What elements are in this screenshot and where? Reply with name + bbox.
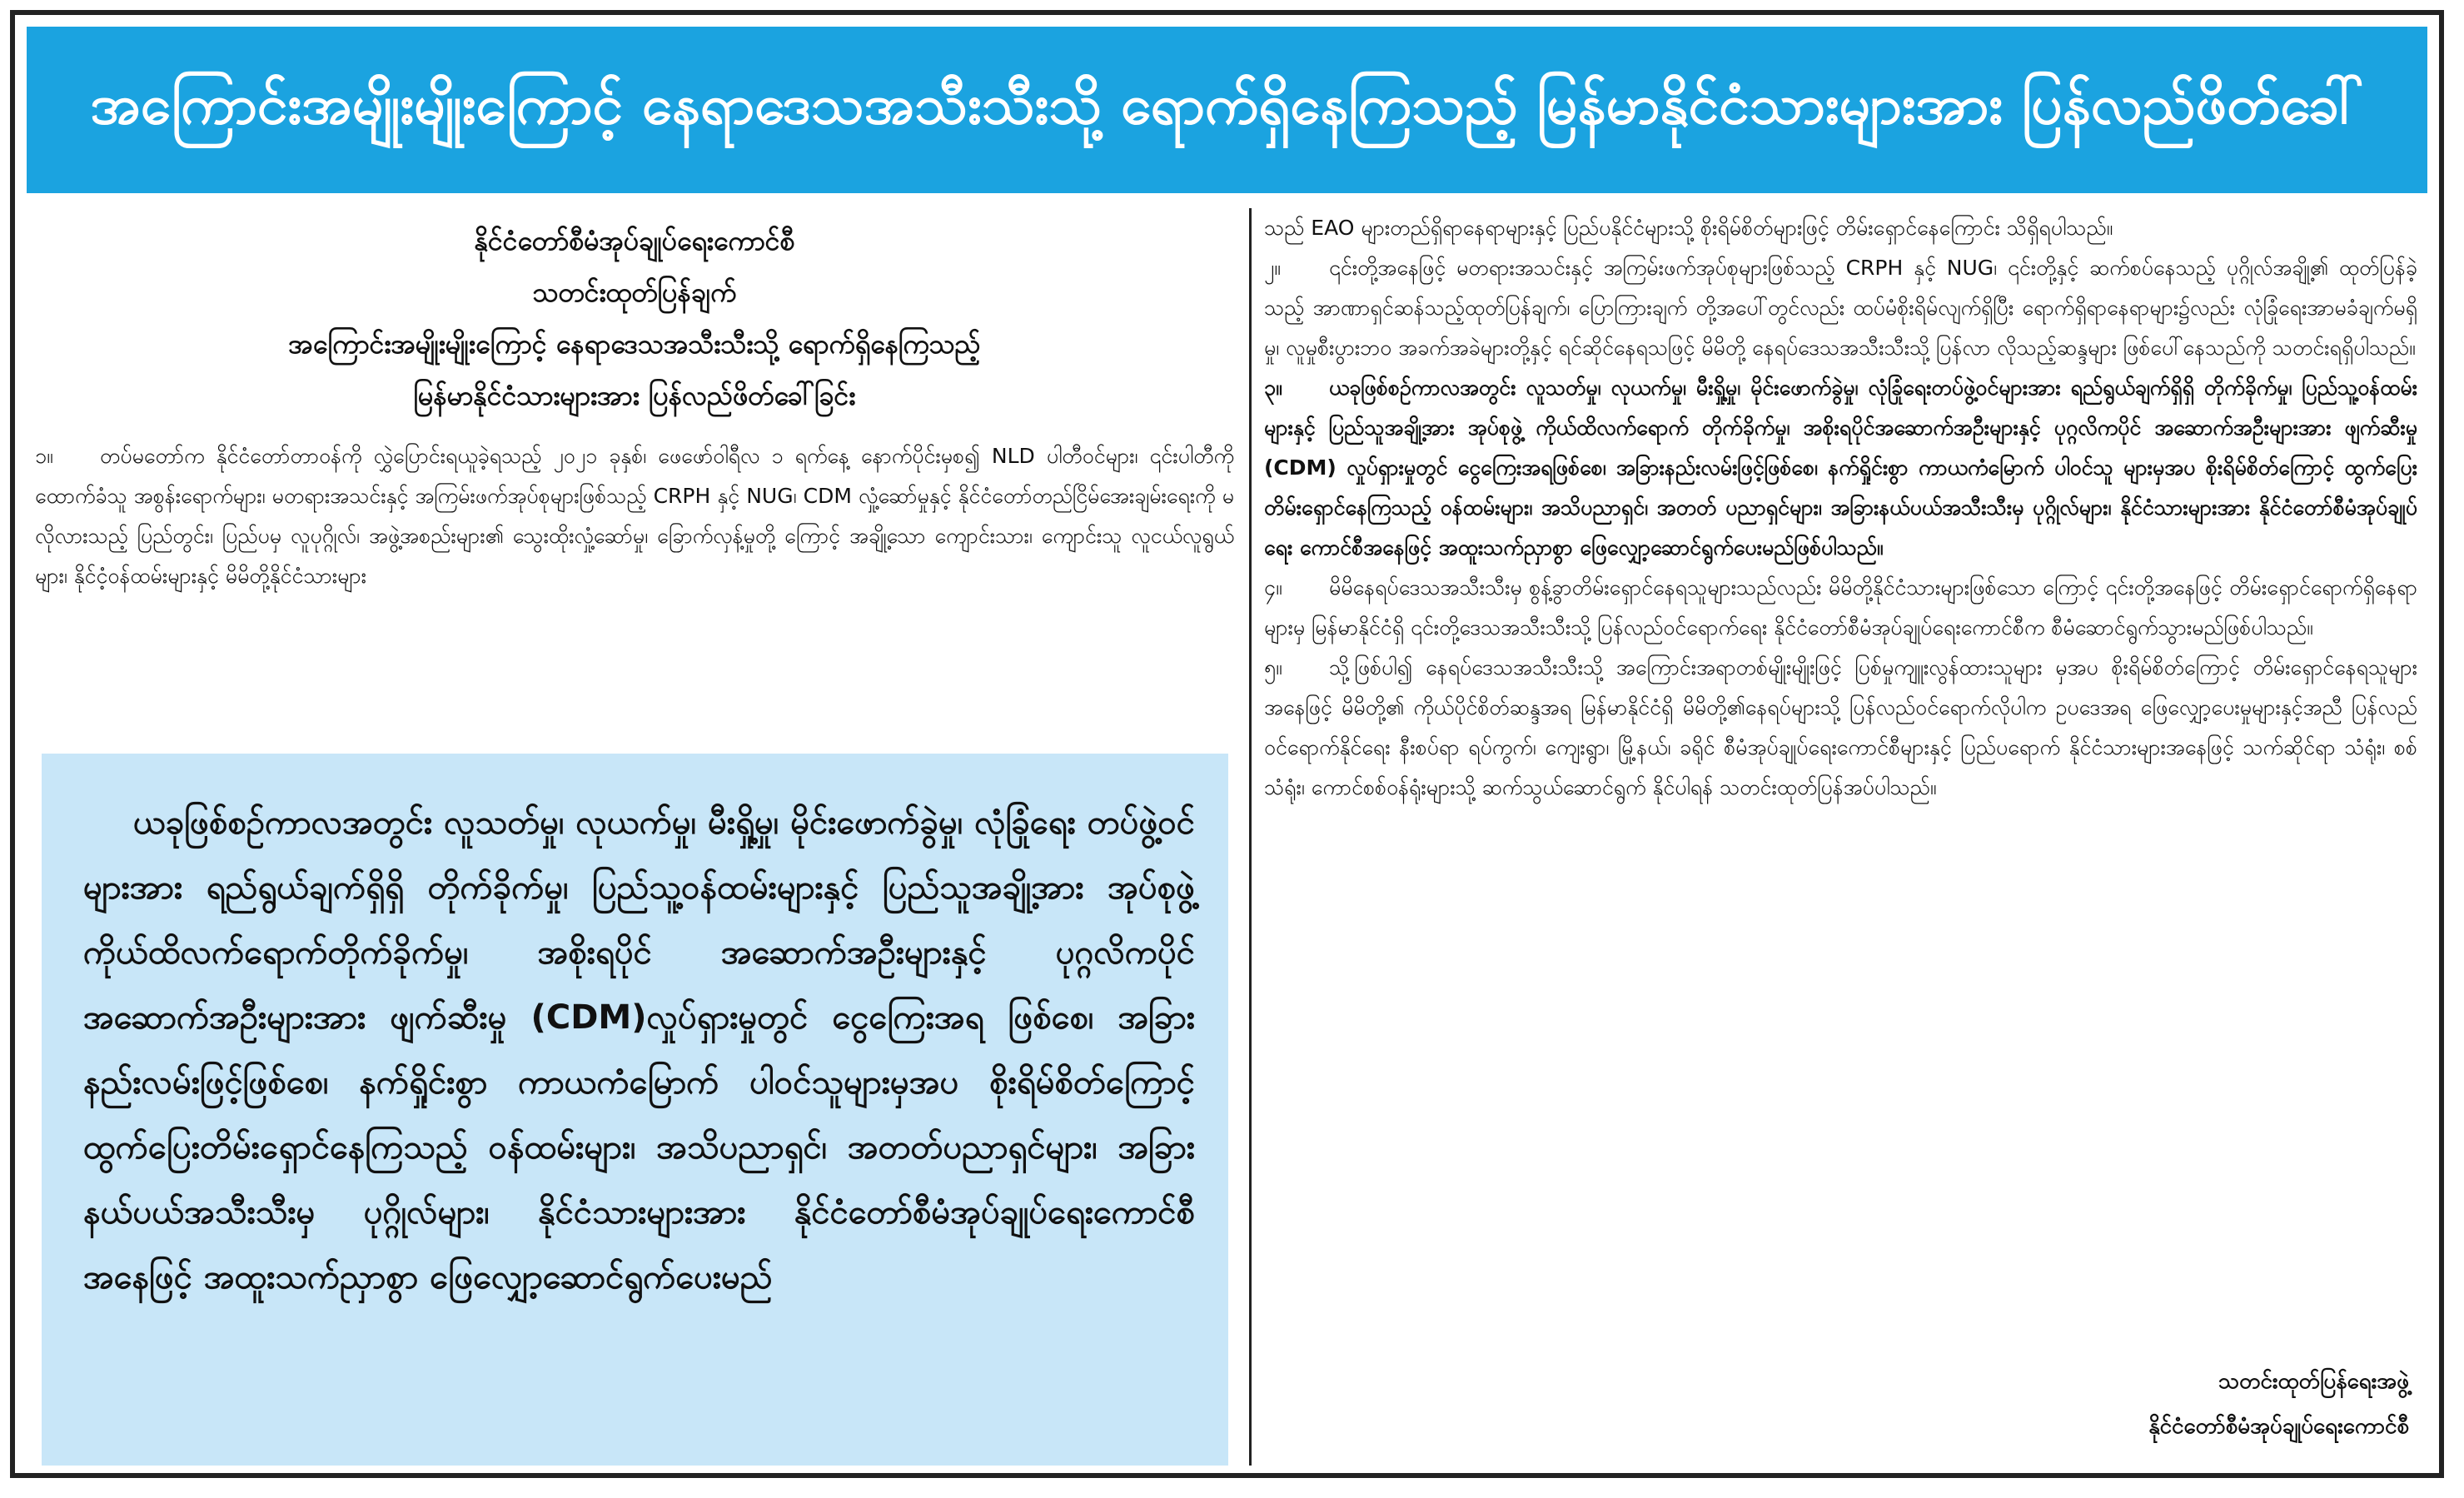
- paragraph-number: ၂။: [1264, 256, 1281, 280]
- paragraph-number: ၄။: [1264, 575, 1282, 600]
- paragraph-1: [35, 436, 1234, 596]
- document-frame: [10, 10, 2444, 1478]
- paragraph-text: ယခုဖြစ်စဉ်ကာလအတွင်း လူသတ်မှု၊ လုယက်မှု၊ မီးရှို့မှု၊ မိုင်းဖောက်ခွဲမှု၊ လုံခြုံရေးတပ်ဖွဲ့ဝင်များအား ရည်ရွယ်ချက်ရှိရှိ တိုက်ခိုက်မှု၊ ပြည်သူ့ဝန်ထမ်းများနှင့် ပြည်သူအချို့အား အုပ်စုဖွဲ့ ကိုယ်ထိလက်ရောက် တိုက်ခိုက်မှု၊ အစိုးရပိုင်အဆောက်အဦးများနှင့် ပုဂ္ဂလိကပိုင် အဆောက်အဦးများအား ဖျက်ဆီးမှု (CDM) လှုပ်ရှားမှုတွင် ငွေကြေးအရဖြစ်စေ၊ အခြားနည်းလမ်းဖြင့်ဖြစ်စေ၊ နက်ရှိုင်းစွာ ကာယကံမြောက် ပါဝင်သူ များမှအပ စိုးရိမ်စိတ်ကြောင့် ထွက်ပြေးတိမ်းရှောင်နေကြသည့် ဝန်ထမ်းများ၊ အသိပညာရှင်၊ အတတ် ပညာရှင်များ၊ အခြားနယ်ပယ်အသီးသီးမှ ပုဂ္ဂိုလ်များ၊ နိုင်ငံသားများအား နိုင်ငံတော်စီမံအုပ်ချုပ်ရေး ကောင်စီအနေဖြင့် အထူးသက်ညှာစွာ ဖြေလျှော့ဆောင်ရွက်ပေးမည်ဖြစ်ပါသည်။: [1264, 376, 2417, 560]
- paragraph-number: ၃။: [1264, 376, 1282, 400]
- column-divider: [1249, 208, 1252, 1466]
- headline-banner: [27, 27, 2427, 193]
- paragraph-1-continued: သည် EAO များတည်ရှိရာနေရာများနှင့် ပြည်ပနိုင်ငံများသို့ စိုးရိမ်စိတ်များဖြင့် တိမ်းရှောင်နေကြောင်း သိရှိရပါသည်။: [1264, 216, 2113, 240]
- highlight-text: ယခုဖြစ်စဉ်ကာလအတွင်း လူသတ်မှု၊ လုယက်မှု၊ မီးရှို့မှု၊ မိုင်းဖောက်ခွဲမှု၊ လုံခြုံရေး တပ်ဖွဲ့ဝင်များအား ရည်ရွယ်ချက်ရှိရှိ တိုက်ခိုက်မှု၊ ပြည်သူ့ဝန်ထမ်းများနှင့် ပြည်သူအချို့အား အုပ်စုဖွဲ့ ကိုယ်ထိလက်ရောက်တိုက်ခိုက်မှု၊ အစိုးရပိုင် အဆောက်အဦးများနှင့် ပုဂ္ဂလိကပိုင် အဆောက်အဦးများအား ဖျက်ဆီးမှု (CDM)လှုပ်ရှားမှုတွင် ငွေကြေးအရ ဖြစ်စေ၊ အခြား နည်းလမ်းဖြင့်ဖြစ်စေ၊ နက်ရှိုင်းစွာ ကာယကံမြောက် ပါဝင်သူများမှအပ စိုးရိမ်စိတ်ကြောင့် ထွက်ပြေးတိမ်းရှောင်နေကြသည့် ဝန်ထမ်းများ၊ အသိပညာရှင်၊ အတတ်ပညာရှင်များ၊ အခြားနယ်ပယ်အသီးသီးမှ ပုဂ္ဂိုလ်များ၊ နိုင်ငံသားများအား နိုင်ငံတော်စီမံအုပ်ချုပ်ရေးကောင်စီ အနေဖြင့် အထူးသက်ညှာစွာ ဖြေလျှော့ဆောင်ရွက်ပေးမည်: [83, 804, 1195, 1296]
- paragraph-text: တပ်မတော်က နိုင်ငံတော်တာဝန်ကို လွှဲပြောင်းရယူခဲ့ရသည့် ၂၀၂၁ ခုနှစ်၊ ဖေဖော်ဝါရီလ ၁ ရက်နေ့ နောက်ပိုင်းမှစ၍ NLD ပါတီဝင်များ၊ ၎င်းပါတီကိုထောက်ခံသူ အစွန်းရောက်များ၊ မတရားအသင်းနှင့် အကြမ်းဖက်အုပ်စုများဖြစ်သည့် CRPH နှင့် NUG၊ CDM လှုံ့ဆော်မှုနှင့် နိုင်ငံတော်တည်ငြိမ်အေးချမ်းရေးကို မလိုလားသည့် ပြည်တွင်း၊ ပြည်ပမှ လူပုဂ္ဂိုလ်၊ အဖွဲ့အစည်းများ၏ သွေးထိုးလှုံ့ဆော်မှု၊ ခြောက်လှန့်မှုတို့ ကြောင့် အချို့သော ကျောင်းသား၊ ကျောင်းသူ လူငယ်လူရွယ်များ၊ နိုင်ငံ့ဝန်ထမ်းများနှင့် မိမိတို့နိုင်ငံသားများ: [35, 444, 1234, 588]
- statement-title: [35, 215, 1234, 421]
- statement-title-line: နိုင်ငံတော်စီမံအုပ်ချုပ်ရေးကောင်စီ: [474, 225, 795, 256]
- signature-block: [2148, 1359, 2409, 1449]
- statement-title-line: သတင်းထုတ်ပြန်ချက်: [532, 276, 737, 308]
- paragraph-2: [1264, 248, 2417, 368]
- statement-title-line: အကြောင်းအမျိုးမျိုးကြောင့် နေရာဒေသအသီးသီးသို့ ရောက်ရှိနေကြသည့်: [288, 328, 981, 360]
- left-column: [35, 208, 1234, 1466]
- right-column: [1264, 208, 2417, 1466]
- signature-line: နိုင်ငံတော်စီမံအုပ်ချုပ်ရေးကောင်စီ: [2148, 1414, 2409, 1439]
- statement-title-line: မြန်မာနိုင်ငံသားများအား ပြန်လည်ဖိတ်ခေါ်ခြင်း: [413, 380, 856, 411]
- paragraph-text: သို့ဖြစ်ပါ၍ နေရပ်ဒေသအသီးသီးသို့ အကြောင်းအရာတစ်မျိုးမျိုးဖြင့် ပြစ်မှုကျူးလွန်ထားသူများ မှအပ စိုးရိမ်စိတ်ကြောင့် တိမ်းရှောင်နေရသူများအနေဖြင့် မိမိတို့၏ ကိုယ်ပိုင်စိတ်ဆန္ဒအရ မြန်မာနိုင်ငံရှိ မိမိတို့၏နေရပ်များသို့ ပြန်လည်ဝင်ရောက်လိုပါက ဥပဒေအရ ဖြေလျှော့ပေးမှုများနှင့်အညီ ပြန်လည် ဝင်ရောက်နိုင်ရေး နီးစပ်ရာ ရပ်ကွက်၊ ကျေးရွာ၊ မြို့နယ်၊ ခရိုင် စီမံအုပ်ချုပ်ရေးကောင်စီများနှင့် ပြည်ပရောက် နိုင်ငံသားများအနေဖြင့် သက်ဆိုင်ရာ သံရုံး၊ စစ်သံရုံး၊ ကောင်စစ်ဝန်ရုံးများသို့ ဆက်သွယ်ဆောင်ရွက် နိုင်ပါရန် သတင်းထုတ်ပြန်အပ်ပါသည်။: [1264, 655, 2417, 799]
- paragraph-text: ၎င်းတို့အနေဖြင့် မတရားအသင်းနှင့် အကြမ်းဖက်အုပ်စုများဖြစ်သည့် CRPH နှင့် NUG၊ ၎င်းတို့နှင့် ဆက်စပ်နေသည့် ပုဂ္ဂိုလ်အချို့၏ ထုတ်ပြန်ခဲ့သည့် အာဏာရှင်ဆန်သည့်ထုတ်ပြန်ချက်၊ ပြောကြားချက် တို့အပေါ်တွင်လည်း ထပ်မံစိုးရိမ်လျက်ရှိပြီး ရောက်ရှိရာနေရာများ၌လည်း လုံခြုံရေးအာမခံချက်မရှိမှု၊ လူမှုစီးပွားဘဝ အခက်အခဲများတို့နှင့် ရင်ဆိုင်နေရသဖြင့် မိမိတို့ နေရပ်ဒေသအသီးသီးသို့ ပြန်လာ လိုသည့်ဆန္ဒများ ဖြစ်ပေါ်နေသည်ကို သတင်းရရှိပါသည်။: [1264, 256, 2417, 360]
- paragraph-5: [1264, 648, 2417, 808]
- headline-title: အကြောင်းအမျိုးမျိုးကြောင့် နေရာဒေသအသီးသီးသို့ ရောက်ရှိနေကြသည့် မြန်မာနိုင်ငံသားများအား ပြန်လည်ဖိတ်ခေါ်: [90, 72, 2364, 137]
- paragraph-number: ၁။: [35, 444, 53, 468]
- paragraph-number: ၅။: [1264, 655, 1282, 679]
- paragraph-3: [1264, 368, 2417, 568]
- signature-line: သတင်းထုတ်ပြန်ရေးအဖွဲ့: [2218, 1369, 2409, 1394]
- highlight-box: [42, 754, 1228, 1466]
- paragraph-4: [1264, 568, 2417, 648]
- paragraph-text: မိမိနေရပ်ဒေသအသီးသီးမှ စွန့်ခွာတိမ်းရှောင်နေရသူများသည်လည်း မိမိတို့နိုင်ငံသားများဖြစ်သော ကြောင့် ၎င်းတို့အနေဖြင့် တိမ်းရှောင်ရောက်ရှိနေရာများမှ မြန်မာနိုင်ငံရှိ ၎င်းတို့ဒေသအသီးသီးသို့ ပြန်လည်ဝင်ရောက်ရေး နိုင်ငံတော်စီမံအုပ်ချုပ်ရေးကောင်စီက စီမံဆောင်ရွက်သွားမည်ဖြစ်ပါသည်။: [1264, 575, 2417, 640]
